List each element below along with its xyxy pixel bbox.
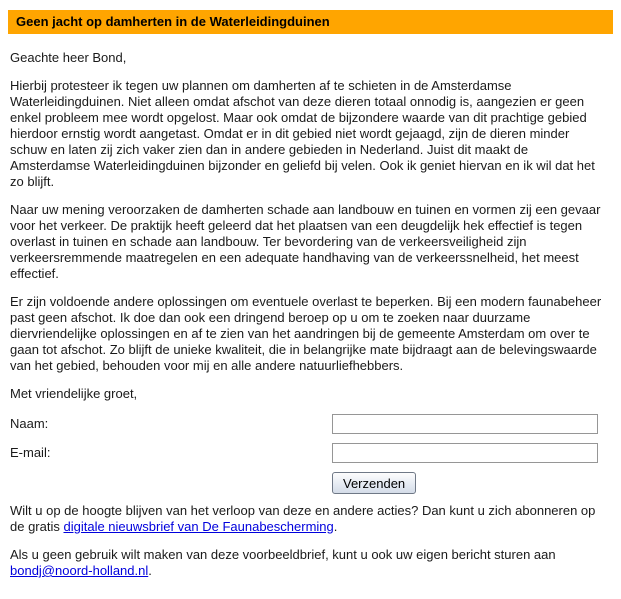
letter-content (10, 50, 611, 579)
name-field-row (10, 414, 611, 434)
email-link[interactable]: bondj@noord-holland.nl (10, 563, 149, 578)
newsletter-note (10, 503, 604, 535)
signature-form (10, 414, 611, 494)
page-title: Geen jacht op damherten in de Waterleidingduinen (16, 14, 330, 29)
newsletter-link[interactable]: digitale nieuwsbrief van De Faunabescherming (63, 519, 334, 534)
letter-closing: Met vriendelijke groet, (10, 386, 138, 401)
letter-paragraph-3: Er zijn voldoende andere oplossingen om eventuele overlast te beperken. Bij een modern faunabeheer past geen afschot. Ik doe dan ook een dringend beroep op u om te zoeken naar duurzame diervriendelijke oplossingen en af te zien van het aandringen bij de gemeente Amsterdam om over te gaan tot afschot. Zo blijft de unieke kwaliteit, die in belangrijke mate bijdraagt aan de belevingswaarde van het gebied, behouden voor mij en alle andere natuurliefhebbers. (10, 294, 602, 373)
email-label: E-mail: (10, 445, 51, 460)
submit-row (10, 472, 611, 494)
page-title-bar (8, 10, 613, 34)
email-input[interactable] (332, 443, 598, 463)
newsletter-note-period: . (333, 519, 338, 534)
email-field-row (10, 443, 611, 463)
name-label: Naam: (10, 416, 49, 431)
own-message-note (10, 547, 604, 579)
own-message-period: . (148, 563, 152, 578)
newsletter-note-text: Wilt u op de hoogte blijven van het verloop van deze en andere acties? Dan kunt u zich abonneren op de gratis (10, 503, 596, 534)
own-message-text: Als u geen gebruik wilt maken van deze voorbeeldbrief, kunt u ook uw eigen bericht sturen aan (10, 547, 556, 562)
name-input[interactable] (332, 414, 598, 434)
salutation: Geachte heer Bond, (10, 50, 127, 65)
letter-paragraph-2: Naar uw mening veroorzaken de damherten schade aan landbouw en tuinen en vormen zij een gevaar voor het verkeer. De praktijk heeft geleerd dat het plaatsen van een deugdelijk hek effectief is tegen overlast in tuinen en schade aan landbouw. Ter bevordering van de verkeersveiligheid zijn verkeersremmende maatregelen en een adequate handhaving van de verkeerssnelheid, het meest effectief. (10, 202, 601, 281)
submit-button[interactable]: Verzenden (332, 472, 416, 494)
letter-paragraph-1: Hierbij protesteer ik tegen uw plannen om damherten af te schieten in de Amsterdamse Waterleidingduinen. Niet alleen omdat afschot van deze dieren totaal onnodig is, aangezien er geen enkel probleem mee wordt opgelost. Maar ook omdat de bijzondere waarde van dit prachtige gebied hierdoor ernstig wordt aangetast. Omdat er in dit gebied niet wordt gejaagd, zijn de dieren minder schuw en laten zij zich vaker zien dan in andere gebieden in Nederland. Juist dit maakt de Amsterdamse Waterleidingduinen bijzonder en geliefd bij velen. Ook ik geniet hiervan en ik wil dat het zo blijft. (10, 78, 595, 189)
